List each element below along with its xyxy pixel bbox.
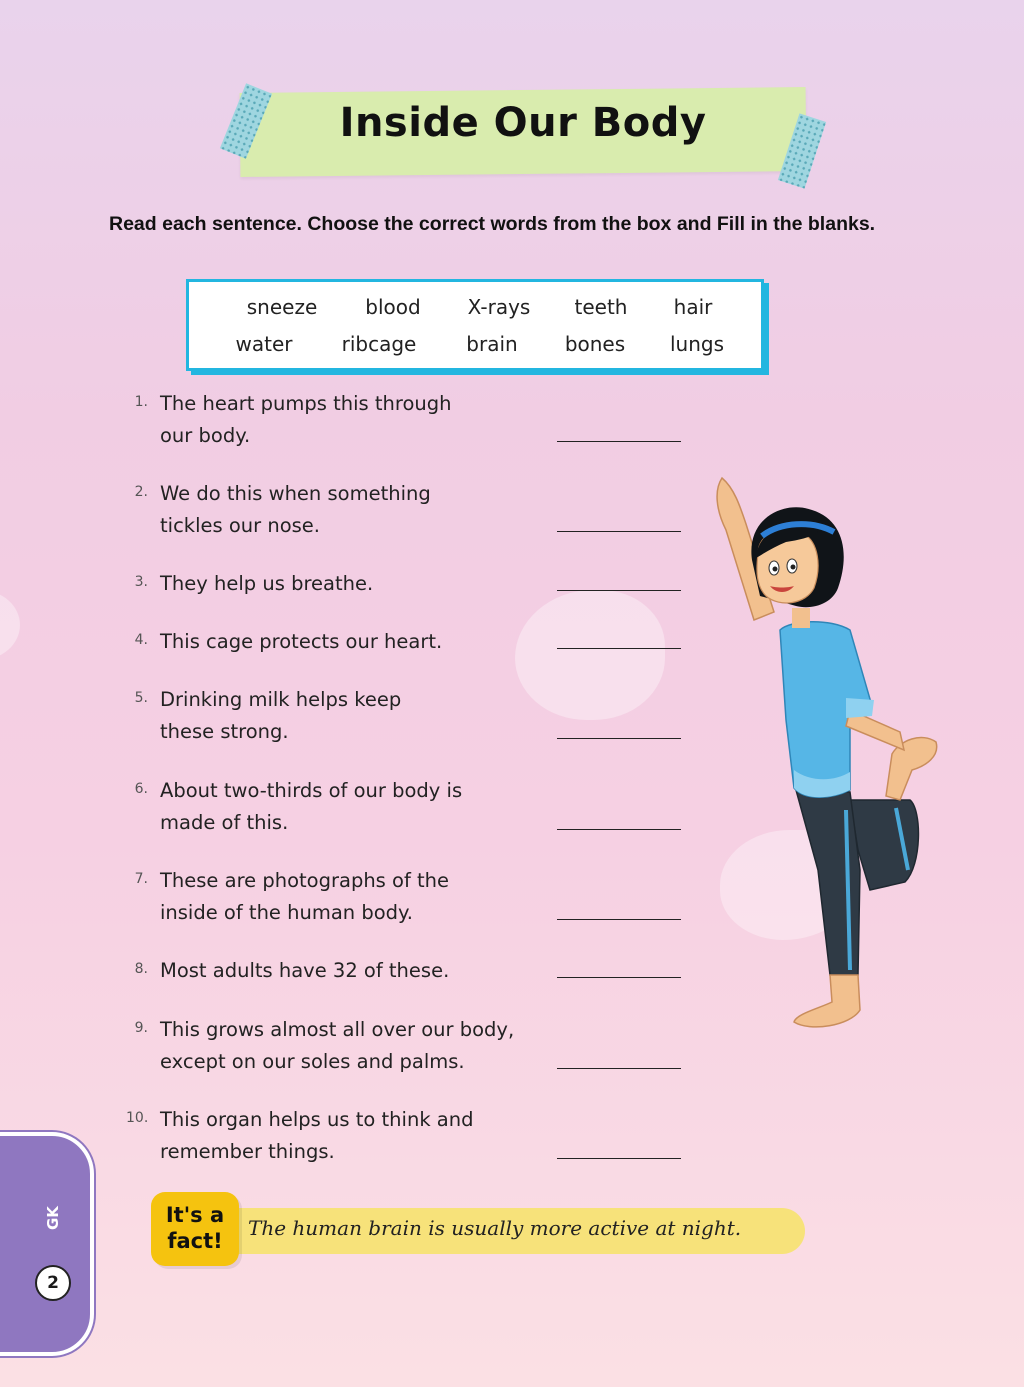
question-number: 8. [134, 961, 148, 977]
page-number: 2 [35, 1265, 71, 1301]
question-text: inside of the human body. [160, 901, 413, 924]
question-text: We do this when something [160, 482, 431, 505]
question-text: Drinking milk helps keep [160, 688, 402, 711]
word-box-item: brain [466, 332, 518, 356]
answer-blank[interactable] [557, 441, 681, 442]
question-text: except on our soles and palms. [160, 1050, 465, 1073]
question-text: This grows almost all over our body, [160, 1018, 515, 1041]
question-number: 4. [134, 632, 148, 648]
word-box-item: bones [564, 332, 626, 356]
word-box-item: ribcage [341, 332, 417, 356]
question-text: They help us breathe. [160, 572, 374, 595]
answer-blank[interactable] [557, 1158, 681, 1159]
word-box-item: water [235, 332, 293, 356]
question-text: The heart pumps this through [160, 392, 452, 415]
question-number: 7. [134, 871, 148, 887]
answer-blank[interactable] [557, 590, 681, 591]
fact-badge [151, 1192, 239, 1266]
word-box-item: blood [365, 295, 421, 319]
answer-blank[interactable] [557, 829, 681, 830]
question-text: tickles our nose. [160, 514, 320, 537]
instruction-text: Read each sentence. Choose the correct words from the box and Fill in the blanks. [109, 213, 876, 235]
word-box-item: teeth [574, 295, 628, 319]
question-text: This organ helps us to think and [160, 1108, 474, 1131]
question-text: About two-thirds of our body is [160, 779, 463, 802]
subject-label: GK [44, 1206, 62, 1230]
fact-badge-line2: fact! [167, 1229, 223, 1253]
side-tab [0, 1132, 94, 1356]
question-text: made of this. [160, 811, 289, 834]
question-text: our body. [160, 424, 251, 447]
background-blob [0, 590, 20, 660]
question-number: 2. [134, 484, 148, 500]
girl-yoga-illustration [700, 470, 960, 1040]
question-number: 10. [126, 1110, 149, 1126]
question-number: 6. [134, 781, 148, 797]
question-text: these strong. [160, 720, 289, 743]
question-number: 3. [134, 574, 148, 590]
answer-blank[interactable] [557, 977, 681, 978]
answer-blank[interactable] [557, 1068, 681, 1069]
question-number: 5. [134, 690, 148, 706]
word-box [186, 279, 764, 371]
answer-blank[interactable] [557, 738, 681, 739]
question-text: Most adults have 32 of these. [160, 959, 450, 982]
word-box-item: X-rays [467, 295, 531, 319]
word-box-item: sneeze [246, 295, 318, 319]
question-text: These are photographs of the [160, 869, 450, 892]
answer-blank[interactable] [557, 648, 681, 649]
page-title: Inside Our Body [339, 100, 707, 146]
question-number: 1. [134, 394, 148, 410]
answer-blank[interactable] [557, 919, 681, 920]
question-number: 9. [134, 1020, 148, 1036]
question-text: This cage protects our heart. [160, 630, 443, 653]
fact-badge-line1: It's a [165, 1203, 225, 1227]
fact-text: The human brain is usually more active at night. [248, 1216, 742, 1240]
word-box-item: lungs [669, 332, 725, 356]
answer-blank[interactable] [557, 531, 681, 532]
word-box-item: hair [673, 295, 713, 319]
question-text: remember things. [160, 1140, 335, 1163]
